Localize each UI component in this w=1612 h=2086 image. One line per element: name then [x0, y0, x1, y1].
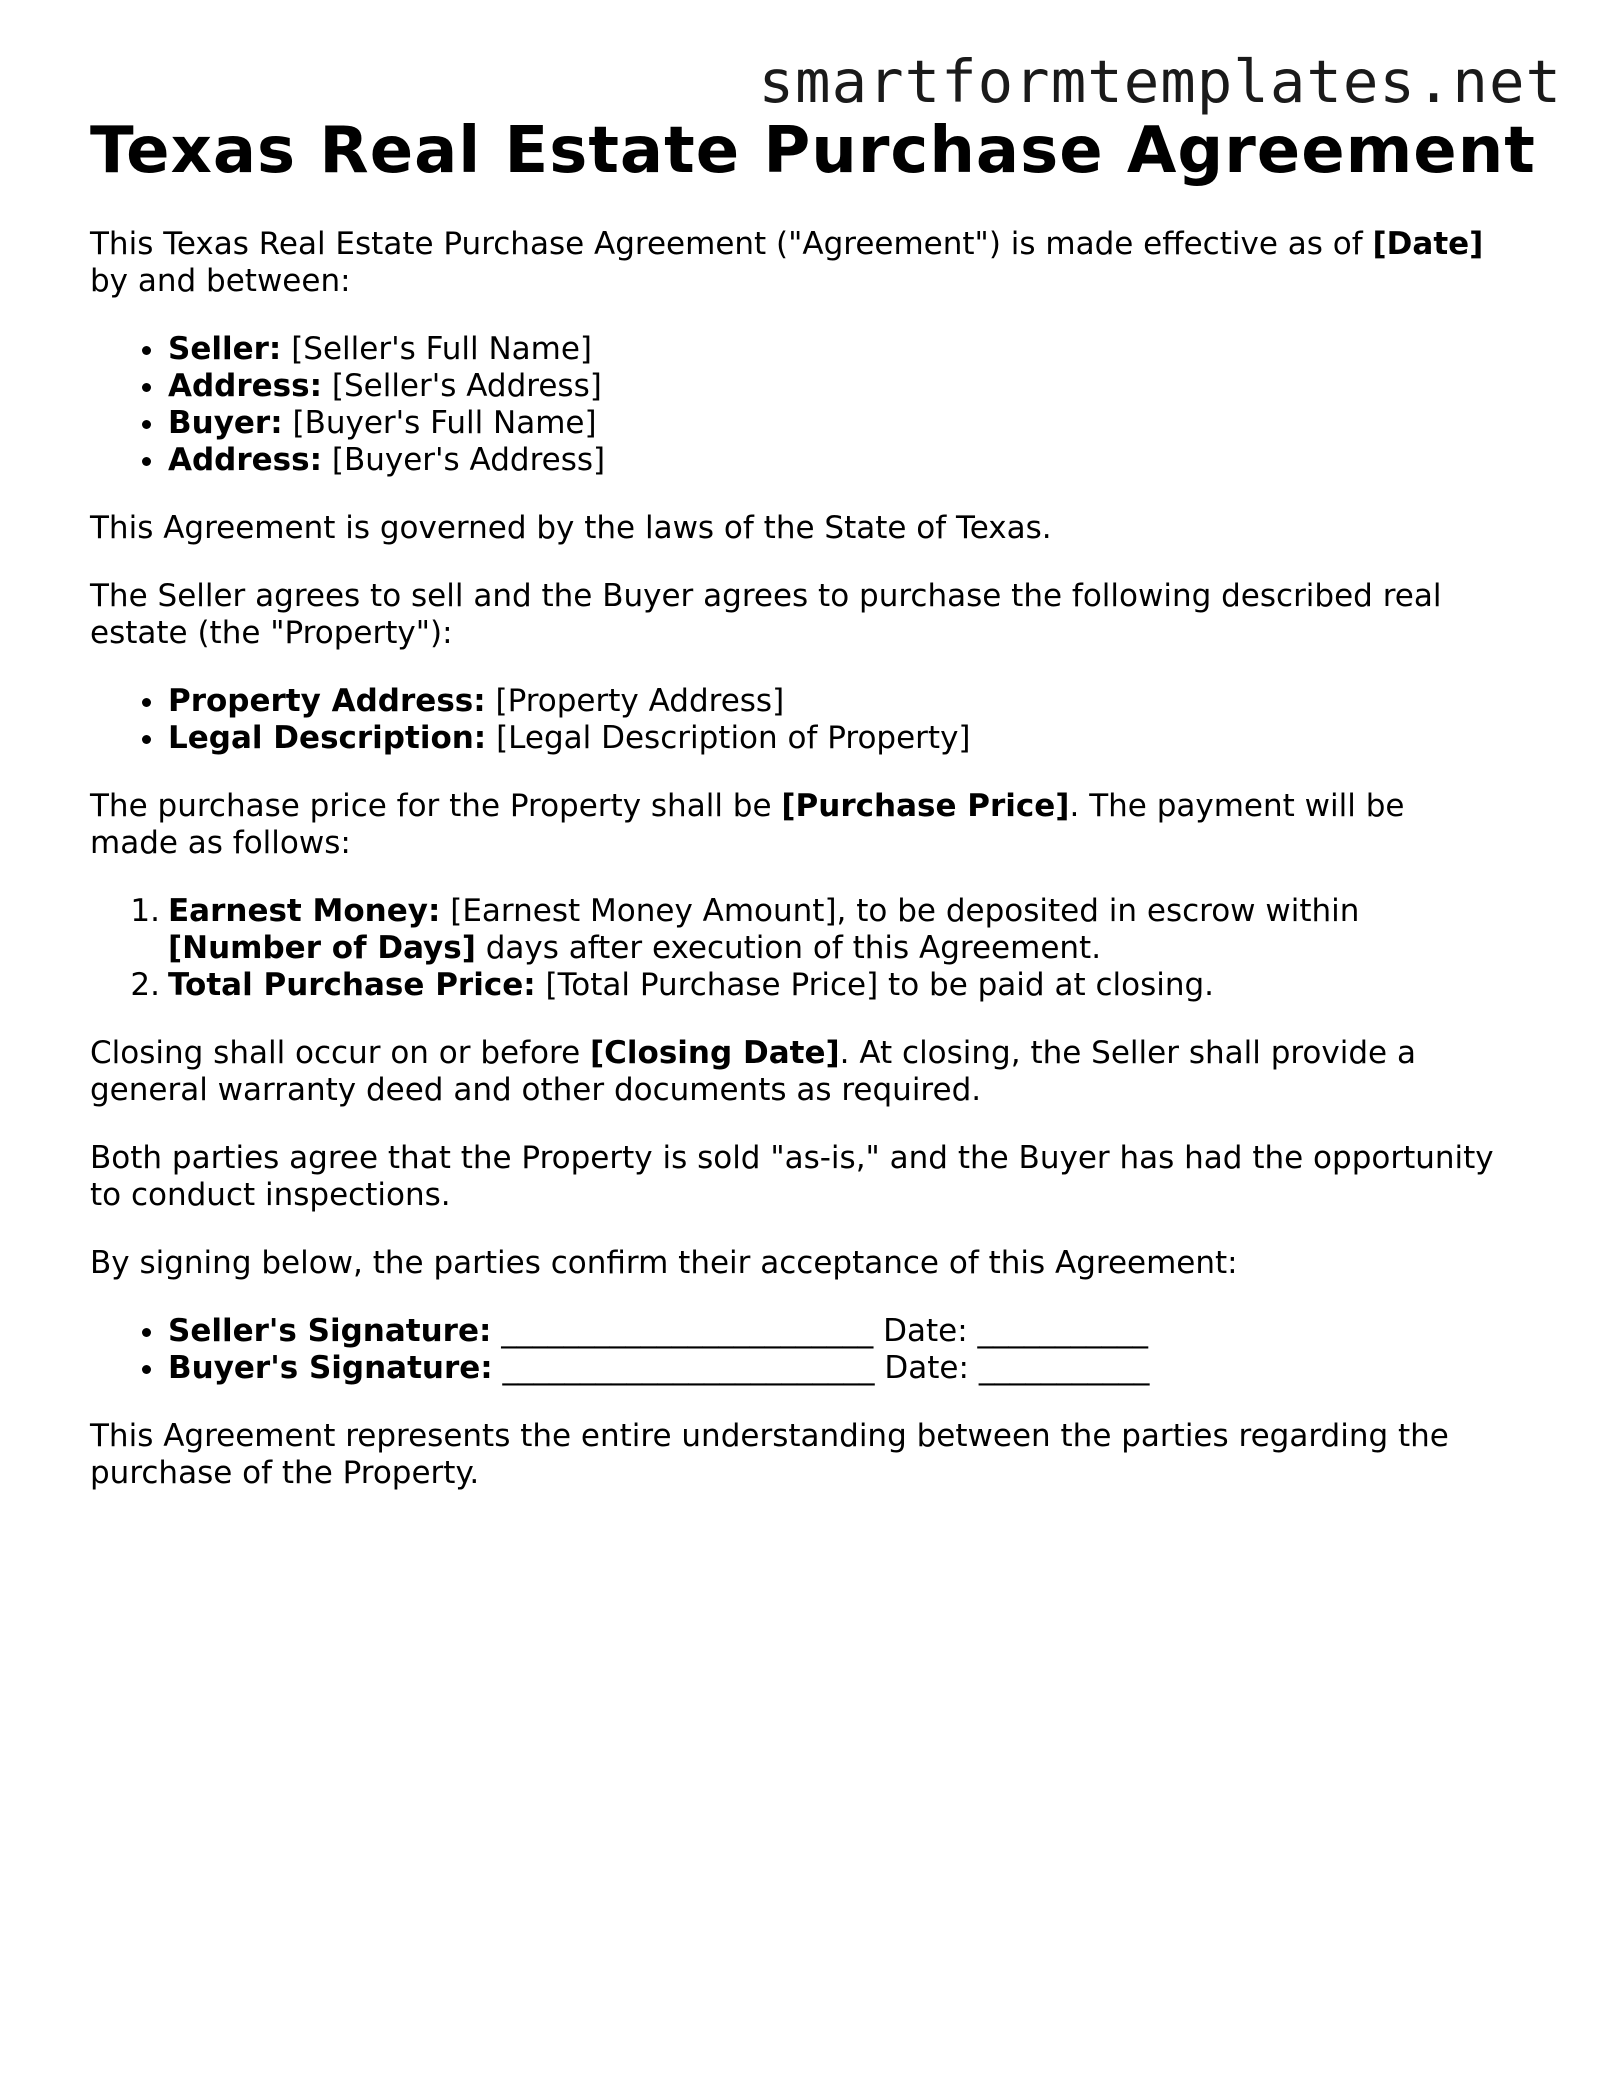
bullet-icon [142, 346, 151, 355]
signature-line: ________________________ [502, 1350, 875, 1386]
closing-statement-paragraph: This Agreement represents the entire understanding between the parties regarding the purchase of the Property. [90, 1418, 1449, 1491]
property-label: Legal Description: [168, 720, 487, 756]
property-value: [Legal Description of Property] [496, 720, 971, 756]
party-label: Address: [168, 442, 322, 478]
property-list [90, 683, 1530, 757]
date-line: ___________ [977, 1313, 1149, 1349]
as-is-paragraph: Both parties agree that the Property is sold "as-is," and the Buyer has had the opportunity to conduct inspections. [90, 1140, 1494, 1213]
list-number: 2. [130, 967, 160, 1003]
days-placeholder: [Number of Days] [168, 930, 476, 966]
party-label: Seller: [168, 331, 282, 367]
payment-label: Total Purchase Price: [168, 967, 536, 1003]
closing-text-after: . At closing, the Seller shall provide a general warranty deed and other documents as required. [90, 1035, 1416, 1108]
party-value: [Seller's Address] [331, 368, 602, 404]
list-item [90, 893, 1530, 967]
property-label: Property Address: [168, 683, 486, 719]
date-label: Date: [883, 1313, 968, 1349]
signature-line: ________________________ [501, 1313, 874, 1349]
payment-label: Earnest Money: [168, 893, 441, 929]
list-item [90, 442, 1530, 479]
signature-label: Seller's Signature: [168, 1313, 492, 1349]
intro-paragraph [90, 226, 1530, 300]
purchase-price-placeholder: [Purchase Price] [781, 788, 1070, 824]
closing-text: Closing shall occur on or before [90, 1035, 590, 1071]
bullet-icon [142, 457, 151, 466]
price-paragraph [90, 788, 1470, 862]
list-number: 1. [130, 893, 160, 929]
party-value: [Buyer's Address] [331, 442, 606, 478]
date-placeholder: [Date] [1372, 226, 1484, 262]
parties-list [90, 331, 1530, 479]
document-body [90, 112, 1536, 1492]
payment-value: [Earnest Money Amount], to be deposited in escrow within [450, 893, 1360, 929]
governing-law-paragraph: This Agreement is governed by the laws of the State of Texas. [90, 510, 1052, 546]
signing-intro-paragraph: By signing below, the parties confirm their acceptance of this Agreement: [90, 1245, 1238, 1281]
list-item [90, 331, 1530, 368]
bullet-icon [142, 383, 151, 392]
date-line: ___________ [978, 1350, 1150, 1386]
bullet-icon [142, 420, 151, 429]
price-text-after: . The payment will be made as follows: [90, 788, 1405, 861]
list-item [90, 405, 1530, 442]
payment-value: [Total Purchase Price] to be paid at closing. [545, 967, 1215, 1003]
bullet-icon [142, 1365, 151, 1374]
list-item [90, 1313, 1530, 1350]
site-watermark: smartformtemplates.net [758, 47, 1562, 116]
party-value: [Seller's Full Name] [291, 331, 593, 367]
party-value: [Buyer's Full Name] [292, 405, 597, 441]
party-label: Address: [168, 368, 322, 404]
date-label: Date: [884, 1350, 969, 1386]
bullet-icon [142, 735, 151, 744]
price-text: The purchase price for the Property shall be [90, 788, 782, 824]
closing-paragraph [90, 1035, 1490, 1109]
intro-text: This Texas Real Estate Purchase Agreement ("Agreement") is made effective as of [90, 226, 1373, 262]
list-item [90, 368, 1530, 405]
property-intro-paragraph: The Seller agrees to sell and the Buyer agrees to purchase the following described real estate (the "Property"): [90, 578, 1442, 651]
intro-text-after: by and between: [90, 263, 351, 299]
document-title: Texas Real Estate Purchase Agreement [90, 114, 1536, 188]
list-item [90, 720, 1530, 757]
signature-label: Buyer's Signature: [168, 1350, 493, 1386]
payments-list [90, 893, 1530, 1004]
property-value: [Property Address] [495, 683, 785, 719]
signatures-list [90, 1313, 1530, 1387]
list-item [90, 1350, 1530, 1387]
list-item [90, 967, 1530, 1004]
closing-date-placeholder: [Closing Date] [590, 1035, 840, 1071]
payment-value-after: days after execution of this Agreement. [485, 930, 1102, 966]
bullet-icon [142, 698, 151, 707]
party-label: Buyer: [168, 405, 283, 441]
list-item [90, 683, 1530, 720]
bullet-icon [142, 1328, 151, 1337]
